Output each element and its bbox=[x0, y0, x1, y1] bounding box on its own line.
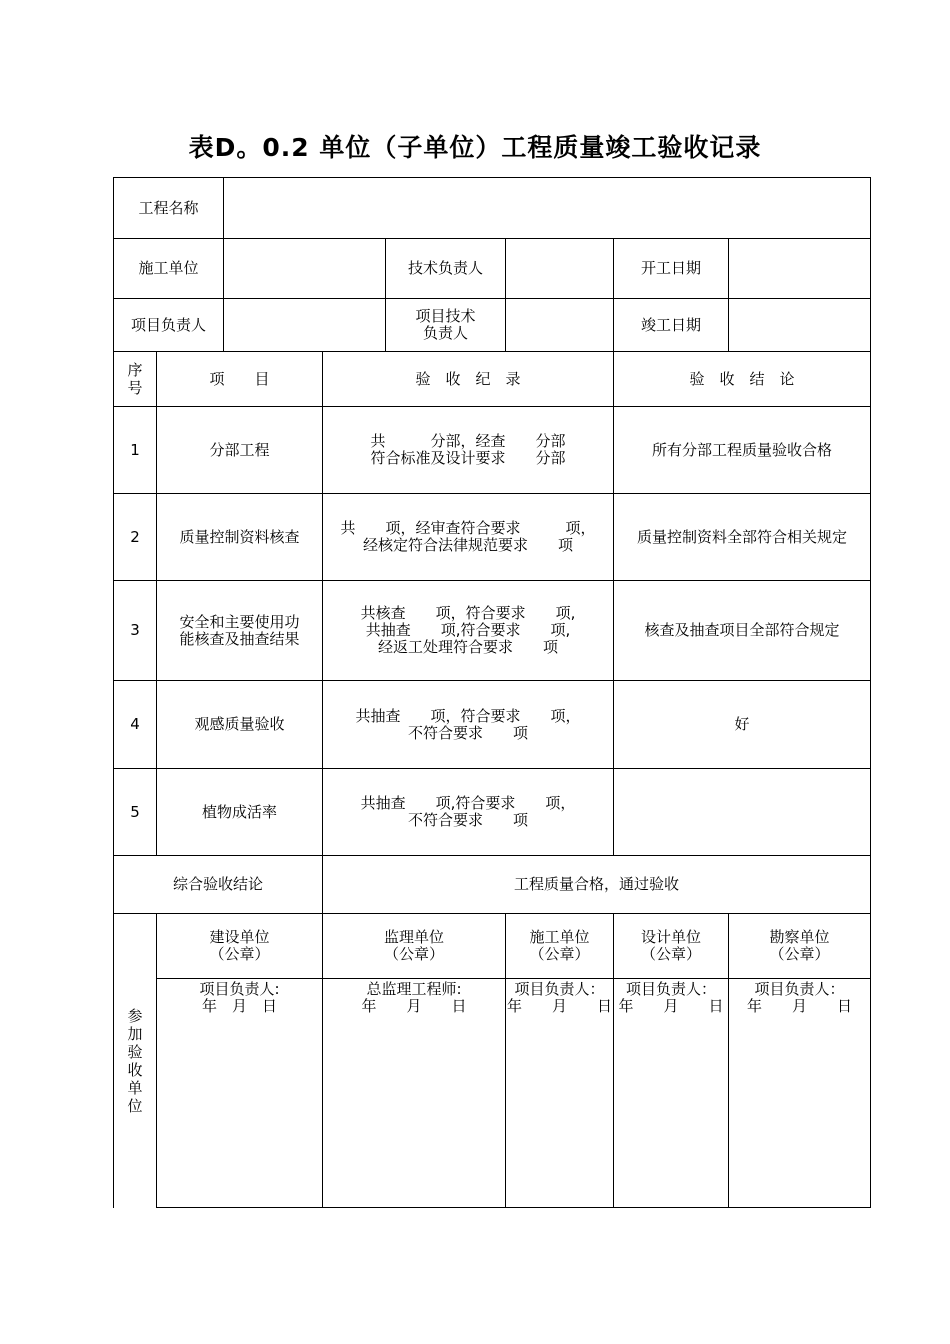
table-row bbox=[114, 407, 871, 494]
row-conclusion[interactable]: 好 bbox=[614, 681, 871, 769]
row-seq: 3 bbox=[114, 581, 157, 681]
tech-lead-field[interactable] bbox=[506, 239, 614, 299]
row-item-line1: 质量控制资料核查 bbox=[179, 527, 300, 546]
unit-head bbox=[157, 914, 322, 979]
unit-date: 年 月 日 bbox=[507, 997, 613, 1015]
unit-name: 监理单位 bbox=[384, 928, 445, 946]
row-record[interactable] bbox=[323, 581, 614, 681]
project-manager-field[interactable] bbox=[224, 299, 386, 352]
row-item bbox=[157, 769, 323, 856]
seq-header-text: 序号 bbox=[127, 361, 143, 397]
unit-head bbox=[729, 914, 870, 979]
row-record-line1: 共抽查 项,符合要求 项， bbox=[360, 794, 576, 812]
unit-col-supervisor bbox=[323, 914, 506, 1208]
unit-signer: 项目负责人： bbox=[514, 980, 605, 998]
unit-signature-area[interactable] bbox=[323, 979, 505, 1207]
row-record-line2: 不符合要求 项 bbox=[408, 811, 529, 829]
row-record-line2: 经核定符合法律规范要求 项 bbox=[363, 536, 574, 554]
row-record-line2: 不符合要求 项 bbox=[408, 723, 529, 742]
construction-unit-label: 施工单位 bbox=[114, 239, 224, 299]
row-item bbox=[157, 681, 323, 769]
table-row bbox=[114, 494, 871, 581]
table-row bbox=[114, 681, 871, 769]
unit-signature-area[interactable] bbox=[614, 979, 728, 1207]
row-seq: 2 bbox=[114, 494, 157, 581]
row-record-line1: 共核查 项，符合要求 项, bbox=[360, 604, 576, 622]
unit-seal: （公章） bbox=[769, 945, 830, 963]
row-item-line1: 安全和主要使用功 bbox=[179, 612, 300, 631]
tech-lead-label: 技术负责人 bbox=[386, 239, 506, 299]
unit-date: 年 月 日 bbox=[618, 997, 724, 1015]
row-record[interactable] bbox=[323, 681, 614, 769]
unit-signature-area[interactable] bbox=[506, 979, 613, 1207]
row-seq: 4 bbox=[114, 681, 157, 769]
row-item bbox=[157, 407, 323, 494]
row-record-line1: 共 分部，经查 分部 bbox=[370, 432, 566, 450]
record-header: 验 收 纪 录 bbox=[323, 352, 614, 407]
project-tech-lead-label-line1: 项目技术 bbox=[415, 307, 476, 325]
unit-seal: （公章） bbox=[209, 945, 270, 963]
project-name-field[interactable] bbox=[224, 178, 871, 239]
row-conclusion[interactable]: 质量控制资料全部符合相关规定 bbox=[614, 494, 871, 581]
completion-date-field[interactable] bbox=[729, 299, 871, 352]
row-seq: 5 bbox=[114, 769, 157, 856]
unit-signature-area[interactable] bbox=[729, 979, 870, 1207]
unit-signer: 项目负责人： bbox=[626, 980, 717, 998]
participants-side-label-text: 参加验收单位 bbox=[127, 1006, 143, 1115]
row-item-line2: 能核查及抽查结果 bbox=[179, 629, 300, 648]
row-item-line1: 植物成活率 bbox=[202, 802, 278, 821]
start-date-field[interactable] bbox=[729, 239, 871, 299]
project-tech-lead-field[interactable] bbox=[506, 299, 614, 352]
unit-head bbox=[506, 914, 613, 979]
overall-conclusion-label: 综合验收结论 bbox=[114, 856, 323, 914]
unit-seal: （公章） bbox=[641, 945, 702, 963]
unit-name: 建设单位 bbox=[209, 928, 270, 946]
row-conclusion[interactable] bbox=[614, 769, 871, 856]
row-item bbox=[157, 494, 323, 581]
row-record[interactable] bbox=[323, 494, 614, 581]
unit-signer: 总监理工程师: bbox=[366, 980, 462, 998]
participants-row bbox=[114, 914, 871, 1208]
seq-header bbox=[114, 352, 157, 407]
project-tech-lead-label bbox=[386, 299, 506, 352]
table-row bbox=[114, 581, 871, 681]
row-record-line3: 经返工处理符合要求 项 bbox=[378, 638, 559, 656]
project-name-label: 工程名称 bbox=[114, 178, 224, 239]
unit-col-designer bbox=[614, 914, 729, 1208]
row-record[interactable] bbox=[323, 407, 614, 494]
row-record-line1: 共抽查 项，符合要求 项， bbox=[355, 706, 581, 725]
row-conclusion[interactable]: 所有分部工程质量验收合格 bbox=[614, 407, 871, 494]
row-item-line1: 分部工程 bbox=[209, 440, 270, 459]
unit-signer: 项目负责人： bbox=[754, 980, 845, 998]
row-conclusion[interactable]: 核查及抽查项目全部符合规定 bbox=[614, 581, 871, 681]
unit-col-surveyor bbox=[729, 914, 871, 1208]
unit-head bbox=[614, 914, 728, 979]
construction-unit-row bbox=[114, 239, 871, 299]
unit-signature-area[interactable] bbox=[157, 979, 322, 1207]
page-title: 表D。0.2 单位（子单位）工程质量竣工验收记录 bbox=[188, 133, 762, 162]
row-item-line1: 观感质量验收 bbox=[194, 715, 285, 733]
row-record-line2: 符合标准及设计要求 分部 bbox=[370, 449, 566, 467]
unit-seal: （公章） bbox=[529, 945, 590, 963]
unit-col-contractor bbox=[506, 914, 614, 1208]
unit-date: 年 月 日 bbox=[747, 997, 853, 1015]
row-record-line2: 共抽查 项,符合要求 项, bbox=[365, 621, 571, 639]
start-date-label: 开工日期 bbox=[614, 239, 729, 299]
construction-unit-field[interactable] bbox=[224, 239, 386, 299]
unit-name: 勘察单位 bbox=[769, 928, 830, 946]
unit-date: 年 月 日 bbox=[202, 997, 278, 1015]
row-record[interactable] bbox=[323, 769, 614, 856]
project-manager-row bbox=[114, 299, 871, 352]
conclusion-header: 验 收 结 论 bbox=[614, 352, 871, 407]
overall-conclusion-value[interactable]: 工程质量合格，通过验收 bbox=[323, 856, 871, 914]
participants-side-label bbox=[114, 914, 157, 1208]
item-header: 项 目 bbox=[157, 352, 323, 407]
unit-seal: （公章） bbox=[384, 945, 445, 963]
acceptance-record-table bbox=[113, 177, 871, 1208]
project-name-row bbox=[114, 178, 871, 239]
row-seq: 1 bbox=[114, 407, 157, 494]
project-manager-label: 项目负责人 bbox=[114, 299, 224, 352]
unit-name: 设计单位 bbox=[641, 928, 702, 946]
overall-conclusion-row bbox=[114, 856, 871, 914]
row-record-line1: 共 项，经审查符合要求 项， bbox=[340, 519, 596, 537]
row-item bbox=[157, 581, 323, 681]
unit-signer: 项目负责人: bbox=[199, 980, 280, 998]
unit-name: 施工单位 bbox=[529, 928, 590, 946]
unit-date: 年 月 日 bbox=[361, 997, 467, 1015]
unit-col-construction-owner bbox=[157, 914, 323, 1208]
unit-head bbox=[323, 914, 505, 979]
table-row bbox=[114, 769, 871, 856]
table-header-row bbox=[114, 352, 871, 407]
project-tech-lead-label-line2: 负责人 bbox=[423, 324, 469, 342]
completion-date-label: 竣工日期 bbox=[614, 299, 729, 352]
